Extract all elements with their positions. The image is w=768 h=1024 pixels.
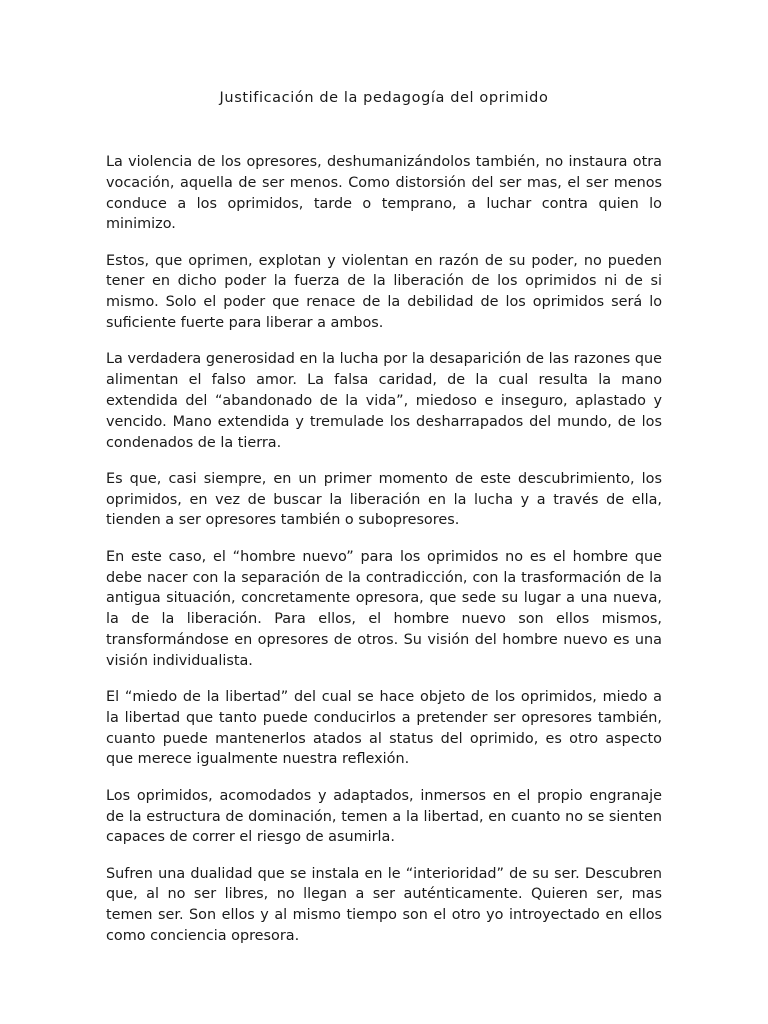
paragraph-7: Los oprimidos, acomodados y adaptados, inmersos en el propio engranaje de la estructura de dominación, temen a la libertad, en cuanto no se sienten capaces de correr el riesgo de asumirla. [106,787,662,846]
paragraph-8: Sufren una dualidad que se instala en le “interioridad” de su ser. Descubren que, al no ser libres, no llegan a ser auténticamente. Quieren ser, mas temen ser. Son ellos y al mismo tiempo son el otro yo introyectado en ellos como conciencia opresora. [106,865,662,944]
paragraph-5: En este caso, el “hombre nuevo” para los oprimidos no es el hombre que debe nacer con la separación de la contradicción, con la trasformación de la antigua situación, concretamente opresora, que sede su lugar a una nueva, la de la liberación. Para ellos, el hombre nuevo son ellos mismos, transformándose en opresores de otros. Su visión del hombre nuevo es una visión individualista. [106,548,662,669]
document-title: Justificación de la pedagogía del oprimido [219,90,549,106]
paragraph-1: La violencia de los opresores, deshumanizándolos también, no instaura otra vocación, aquella de ser menos. Como distorsión del ser mas, el ser menos conduce a los oprimidos, tarde o temprano, a luchar contra quien lo minimizo. [106,154,662,233]
document-body [106,152,662,962]
paragraph-6: El “miedo de la libertad” del cual se hace objeto de los oprimidos, miedo a la libertad que tanto puede conducirlos a pretender ser opresores también, cuanto puede mantenerlos atados al status del oprimido, es otro aspecto que merece igualmente nuestra reflexión. [106,689,662,768]
paragraph-4: Es que, casi siempre, en un primer momento de este descubrimiento, los oprimidos, en vez de buscar la liberación en la lucha y a través de ella, tienden a ser opresores también o subopresores. [106,470,662,529]
paragraph-3: La verdadera generosidad en la lucha por la desaparición de las razones que alimentan el falso amor. La falsa caridad, de la cual resulta la mano extendida del “abandonado de la vida”, miedoso e inseguro, aplastado y vencido. Mano extendida y tremulade los desharrapados del mundo, de los condenados de la tierra. [106,351,662,451]
paragraph-2: Estos, que oprimen, explotan y violentan en razón de su poder, no pueden tener en dicho poder la fuerza de la liberación de los oprimidos ni de si mismo. Solo el poder que renace de la debilidad de los oprimidos será lo suficiente fuerte para liberar a ambos. [106,252,662,332]
